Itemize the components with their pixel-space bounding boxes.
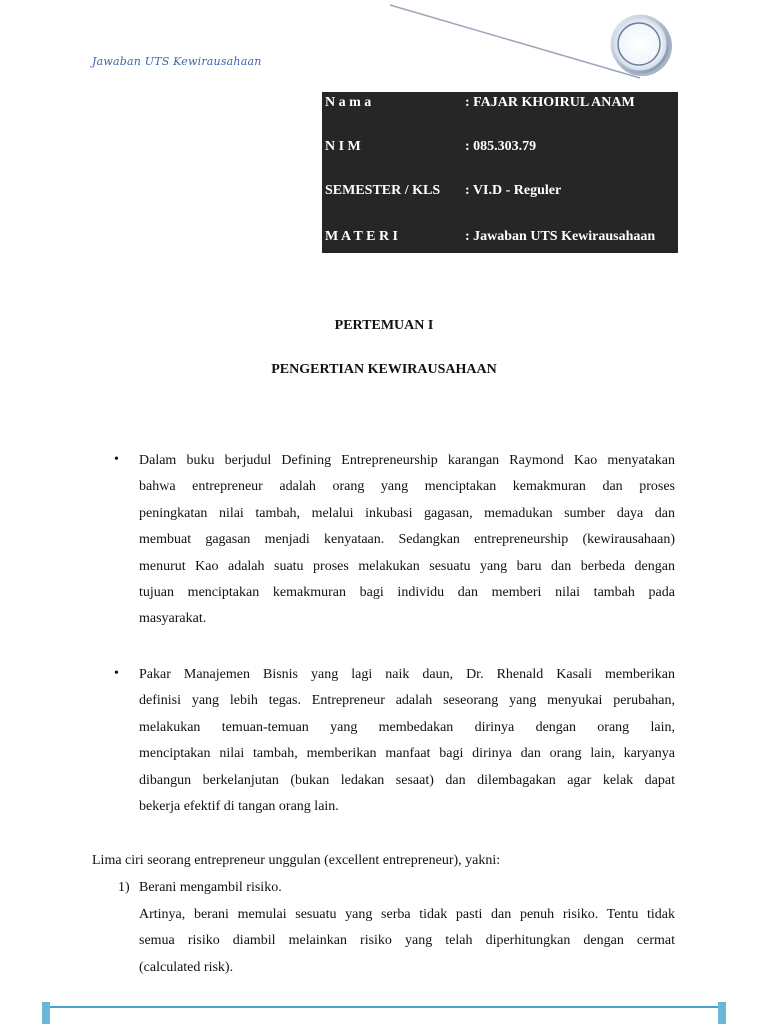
paragraph-line: bekerja efektif di tangan orang lain. — [139, 798, 339, 814]
bullet-paragraph-kao — [139, 448, 675, 633]
paragraph-line: menurut Kao adalah suatu proses melakukan sesuatu yang baru dan berbeda dengan — [139, 558, 675, 574]
paragraph-line: melakukan temuan-temuan yang membedakan dirinya dengan orang lain, — [139, 719, 675, 735]
list-number: 1) — [118, 880, 130, 895]
paragraph-line: Dalam buku berjudul Defining Entrepreneurship karangan Raymond Kao menyatakan — [139, 453, 675, 468]
decorative-line — [390, 5, 640, 78]
info-label-materi: M A T E R I — [325, 229, 399, 244]
paragraph-line: peningkatan nilai tambah, melalui inkubasi gagasan, memadukan sumber daya dan — [139, 505, 675, 521]
info-label-semester: SEMESTER / KLS — [325, 183, 441, 198]
paragraph-line: (calculated risk). — [139, 959, 234, 975]
info-label-name: N a m a — [325, 95, 372, 110]
footer-tab-left — [42, 1002, 50, 1024]
topic-title: PENGERTIAN KEWIRAUSAHAAN — [271, 362, 497, 377]
footer-border — [42, 1000, 726, 1024]
bullet-marker: • — [114, 452, 119, 467]
paragraph-line: dibangun berkelanjutan (bukan ledakan sesaat) dan dilembagakan agar kelak dapat — [139, 772, 675, 788]
session-title: PERTEMUAN I — [334, 318, 434, 333]
paragraph-line: masyarakat. — [139, 611, 207, 627]
paragraph-line: bahwa entrepreneur adalah orang yang menciptakan kemakmuran dan proses — [139, 479, 675, 495]
footer-line — [42, 1006, 726, 1008]
list-item-paragraph — [139, 902, 675, 981]
paragraph-line: Pakar Manajemen Bisnis yang lagi naik daun, Dr. Rhenald Kasali memberikan — [139, 667, 675, 682]
paragraph-line: Artinya, berani memulai sesuatu yang serba tidak pasti dan penuh risiko. Tentu tidak — [139, 907, 675, 922]
footer-tab-right — [718, 1002, 726, 1024]
paragraph-line: membuat gagasan menjadi kenyataan. Sedangkan entrepreneurship (kewirausahaan) — [139, 532, 675, 548]
info-label-nim: N I M — [325, 139, 361, 154]
info-value-materi: : Jawaban UTS Kewirausahaan — [465, 229, 656, 244]
paragraph-line: menciptakan nilai tambah, memberikan manfaat bagi dirinya dan orang lain, karyanya — [139, 746, 675, 762]
running-header-title: Jawaban UTS Kewirausahaan — [92, 55, 262, 68]
list-item-title: Berani mengambil risiko. — [139, 880, 282, 895]
paragraph-line: definisi yang lebih tegas. Entrepreneur adalah seseorang yang menyukai perubahan, — [139, 693, 675, 709]
info-value-nim: : 085.303.79 — [465, 139, 537, 154]
info-value-name: : FAJAR KHOIRUL ANAM — [465, 95, 635, 110]
info-value-semester: : VI.D - Reguler — [465, 183, 562, 198]
student-info-box — [322, 92, 678, 253]
paragraph-line: tujuan menciptakan kemakmuran bagi individu dan memberi nilai tambah pada — [139, 584, 675, 600]
list-intro: Lima ciri seorang entrepreneur unggulan (excellent entrepreneur), yakni: — [92, 853, 501, 868]
bullet-marker: • — [114, 666, 119, 681]
bullet-paragraph-kasali — [139, 662, 675, 820]
paragraph-line: semua risiko diambil melainkan risiko yang telah diperhitungkan dengan cermat — [139, 933, 675, 949]
